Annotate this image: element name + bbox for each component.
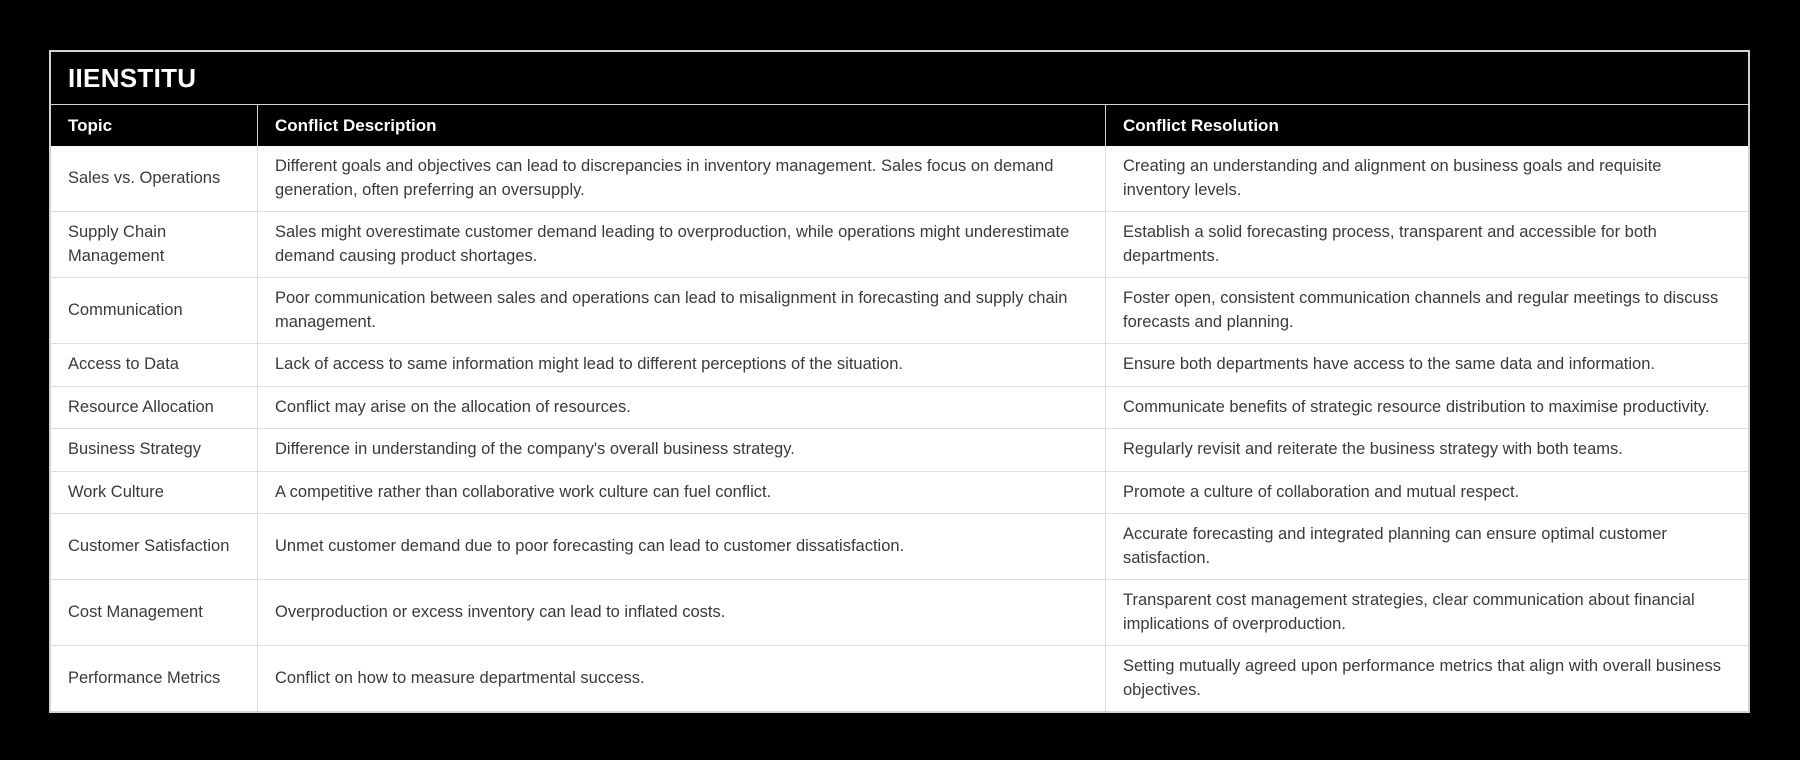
table-row [51, 645, 1748, 711]
resolution-cell: Creating an understanding and alignment on business goals and requisite inventory levels. [1105, 146, 1748, 211]
topic-cell: Customer Satisfaction [68, 536, 230, 555]
table-title: IIENSTITU [51, 52, 1748, 105]
table-row [51, 471, 1748, 514]
table-row [51, 146, 1748, 211]
resolution-cell: Ensure both departments have access to the same data and information. [1105, 344, 1748, 386]
resolution-cell: Establish a solid forecasting process, transparent and accessible for both departments. [1105, 212, 1748, 277]
topic-cell: Resource Allocation [68, 397, 214, 416]
column-header-conflict-resolution: Conflict Resolution [1105, 105, 1748, 146]
description-cell: Difference in understanding of the company's overall business strategy. [257, 429, 1105, 471]
table-row [51, 343, 1748, 386]
topic-cell: Performance Metrics [68, 668, 221, 687]
topic-cell: Supply Chain Management [68, 223, 167, 265]
topic-cell: Work Culture [68, 482, 164, 501]
topic-cell: Cost Management [68, 602, 203, 621]
description-cell: Lack of access to same information might lead to different perceptions of the situation. [257, 344, 1105, 386]
resolution-cell: Transparent cost management strategies, clear communication about financial implications of overproduction. [1105, 580, 1748, 645]
description-cell: Sales might overestimate customer demand leading to overproduction, while operations might underestimate demand causing product shortages. [257, 212, 1105, 277]
resolution-cell: Promote a culture of collaboration and mutual respect. [1105, 472, 1748, 514]
resolution-cell: Foster open, consistent communication channels and regular meetings to discuss forecasts and planning. [1105, 278, 1748, 343]
table-row [51, 513, 1748, 579]
table-body [51, 146, 1748, 711]
description-cell: A competitive rather than collaborative work culture can fuel conflict. [257, 472, 1105, 514]
table-row [51, 277, 1748, 343]
column-header-topic: Topic [68, 115, 113, 135]
resolution-cell: Setting mutually agreed upon performance metrics that align with overall business objectives. [1105, 646, 1748, 711]
table-header-row [51, 105, 1748, 146]
resolution-cell: Accurate forecasting and integrated planning can ensure optimal customer satisfaction. [1105, 514, 1748, 579]
description-cell: Conflict on how to measure departmental success. [257, 646, 1105, 711]
resolution-cell: Regularly revisit and reiterate the business strategy with both teams. [1105, 429, 1748, 471]
topic-cell: Business Strategy [68, 440, 201, 458]
topic-cell: Access to Data [68, 355, 179, 373]
table-row [51, 428, 1748, 471]
column-header-conflict-description: Conflict Description [257, 105, 1105, 146]
table-row [51, 211, 1748, 277]
topic-cell: Sales vs. Operations [68, 168, 221, 187]
description-cell: Conflict may arise on the allocation of resources. [257, 387, 1105, 429]
table-row [51, 579, 1748, 645]
description-cell: Overproduction or excess inventory can lead to inflated costs. [257, 580, 1105, 645]
resolution-cell: Communicate benefits of strategic resource distribution to maximise productivity. [1105, 387, 1748, 429]
conflict-table [49, 50, 1750, 713]
table-row [51, 386, 1748, 429]
description-cell: Unmet customer demand due to poor forecasting can lead to customer dissatisfaction. [257, 514, 1105, 579]
description-cell: Different goals and objectives can lead to discrepancies in inventory management. Sales focus on demand generation, often preferring an oversupply. [257, 146, 1105, 211]
description-cell: Poor communication between sales and operations can lead to misalignment in forecasting and supply chain management. [257, 278, 1105, 343]
topic-cell: Communication [68, 300, 183, 319]
